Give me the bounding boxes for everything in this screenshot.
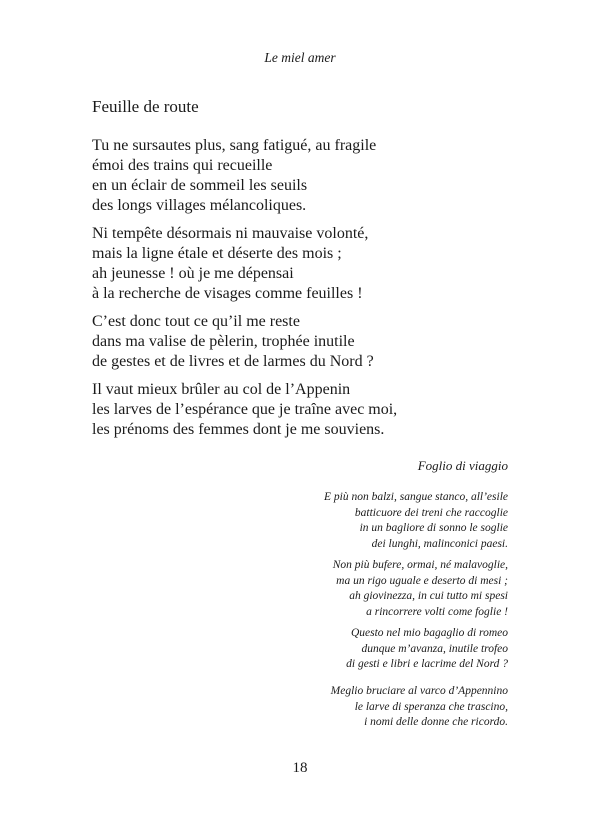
poem-line: Questo nel mio bagaglio di romeo (350, 627, 508, 639)
french-stanza-3 (92, 312, 374, 372)
poem-line: di gesti e libri e lacrime del Nord ? (346, 658, 508, 670)
poem-line: dunque m’avanza, inutile trofeo (361, 642, 508, 655)
poem-line: en un éclair de sommeil les seuils (92, 177, 308, 194)
poem-line: Tu ne sursautes plus, sang fatigué, au fragile (92, 137, 377, 154)
poem-line: ah giovinezza, in cui tutto mi spesi (349, 590, 508, 602)
italian-poem-title: Foglio di viaggio (417, 458, 508, 473)
poem-line: a rincorrere volti come foglie ! (366, 605, 508, 618)
italian-stanza-4 (331, 684, 508, 731)
french-stanza-2 (92, 224, 368, 304)
poem-line: Il vaut mieux brûler au col de l’Appenin (92, 381, 351, 398)
poem-line: émoi des trains qui recueille (92, 157, 273, 174)
poem-line: mais la ligne étale et déserte des mois ; (92, 245, 342, 262)
poem-line: ma un rigo uguale e deserto di mesi ; (336, 574, 508, 587)
poem-line: Non più bufere, ormai, né malavoglie, (332, 559, 508, 571)
poem-line: le larve di speranza che trascino, (354, 700, 508, 713)
poem-line: batticuore dei treni che raccoglie (354, 506, 508, 519)
running-header: Le miel amer (264, 50, 336, 65)
poem-line: les prénoms des femmes dont je me souviens. (92, 421, 385, 438)
french-stanza-4 (92, 380, 397, 440)
poem-line: de gestes et de livres et de larmes du Nord ? (92, 353, 374, 370)
poem-line: C’est donc tout ce qu’il me reste (92, 313, 300, 330)
italian-stanza-1 (324, 490, 508, 552)
poem-line: dei lunghi, malinconici paesi. (371, 537, 508, 550)
poem-line: à la recherche de visages comme feuilles ! (92, 285, 363, 302)
poem-line: E più non balzi, sangue stanco, all’esile (324, 491, 508, 503)
french-poem-title: Feuille de route (92, 97, 199, 116)
poem-line: in un bagliore di sonno le soglie (359, 522, 508, 534)
poem-line: Meglio bruciare al varco d’Appennino (330, 685, 508, 697)
italian-stanza-3 (346, 626, 508, 673)
italian-stanza-2 (333, 558, 508, 620)
poem-line: Ni tempête désormais ni mauvaise volonté, (92, 225, 369, 242)
french-stanza-1 (92, 136, 376, 216)
poem-line: des longs villages mélancoliques. (92, 197, 307, 214)
poem-line: ah jeunesse ! où je me dépensai (92, 265, 294, 282)
poem-line: dans ma valise de pèlerin, trophée inutile (92, 333, 355, 350)
poem-line: i nomi delle donne che ricordo. (364, 716, 508, 728)
page-number: 18 (292, 760, 308, 776)
poem-line: les larves de l’espérance que je traîne avec moi, (92, 401, 398, 418)
